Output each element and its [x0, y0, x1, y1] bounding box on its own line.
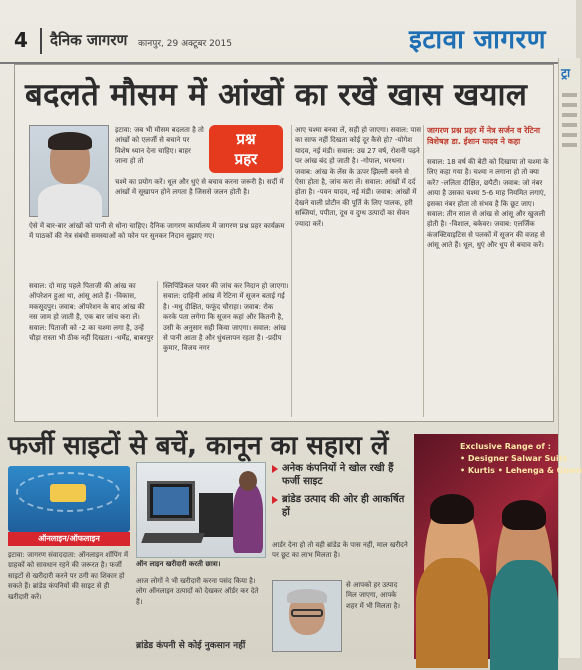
- badge-line-2: प्रहर: [234, 150, 258, 168]
- expert-quote-heading: जागरण प्रश्न प्रहर में नेत्र सर्जन व रेटिना विशेषज्ञ डा. ईशान यादव ने कहा: [427, 126, 541, 146]
- second-article-paragraph-3: आर्डर देना हो तो वही ब्रांडेड के पास नहीं, माल खरीदने पर छूट का लाभ मिलता है।: [272, 541, 408, 560]
- masthead-separator: [40, 28, 42, 54]
- ad-line-3: • Kurtis • Lehenga & Gown: [460, 466, 582, 475]
- subheading-list: [272, 462, 412, 542]
- student-head: [239, 471, 257, 491]
- bottom-subheading: ब्रांडेड कंपनी से कोई नुकसान नहीं: [136, 641, 246, 651]
- edge-text-line: [562, 113, 577, 117]
- ad-model-2: [496, 504, 552, 664]
- qa-column-4: [427, 157, 551, 419]
- intro-paragraph: चश्मे का प्रयोग करें। धूल और धुएं से बचाव करना जरूरी है। सर्दी में आंखों में सूखापन होने लगता है जिससे जलन होती है।: [115, 178, 284, 197]
- edge-text-line: [562, 123, 577, 127]
- second-article-text-3: [272, 540, 408, 580]
- photo-shirt: [38, 184, 102, 224]
- photo-caption: ऑन लाइन खरीदारी करती छात्रा।: [136, 560, 221, 568]
- illustration-caption: ऑनलाइन/ऑफलाइन: [8, 532, 130, 546]
- prashna-prahar-badge: [209, 125, 283, 173]
- model-hair: [430, 494, 474, 524]
- qa-column-3: [295, 125, 421, 419]
- cpu-tower: [199, 493, 233, 537]
- model-outfit: [416, 558, 488, 668]
- badge-line-1: प्रश्न: [236, 130, 256, 148]
- intro-wide-paragraph: ऐसे में बार-बार आंखों को पानी से धोना चाहिए। दैनिक जागरण कार्यालय में जागरण प्रश्न प्रहर कार्यक्रम में पाठकों की नेत्र संबंधी समस्याओं को फोन पर सुनकर निदान सुझाए गए।: [29, 222, 285, 241]
- shopping-photo: [136, 462, 266, 558]
- model-outfit: [490, 560, 558, 670]
- subheading-item: ब्रांडेड उत्पाद की ओर ही आकर्षित हों: [272, 493, 412, 519]
- second-article-text-4: [346, 580, 408, 654]
- main-article: [14, 64, 554, 422]
- intro-wide-text: [29, 221, 285, 279]
- intro-top-paragraph: इटावा: जब भी मौसम बदलता है तो आंखों को एलर्जी से बचाने पर विशेष ध्यान देना चाहिए। बाहर जाना हो तो: [115, 126, 204, 166]
- expert-hair: [287, 589, 327, 603]
- qa-column-2-text: स्लिपिंडिकल पावर की जांच कर निदान हो जाएगा। सवाल: दाहिनी आंख में रेटिना में सूजन बताई गई है। -मधु दीक्षित, फफूंद चौराहा। जवाब: रोक करके पता लगेगा कि सूजन कहां और कितनी है, उसी के अनुसार सही किया जाएगा। सवाल: आंख से पानी आता है और धुंधलापन रहता है। -प्रदीप कुमार, विजय नगर: [163, 282, 289, 353]
- dateline: कानपुर, 29 अक्टूबर 2015: [138, 39, 232, 49]
- ad-line-1: Exclusive Range of :: [460, 442, 551, 451]
- main-headline: बदलते मौसम में आंखों का रखें खास खयाल: [25, 77, 528, 113]
- edge-text-line: [562, 143, 577, 147]
- edge-text-line: [562, 103, 577, 107]
- page-number: 4: [14, 28, 28, 52]
- subheading-item: अनेक कंपनियों ने खोल रखी हैं फर्जी साइट: [272, 462, 412, 488]
- adjacent-page-edge: [558, 58, 580, 658]
- second-article-paragraph-4: से आपको हर उत्पाद मिल जाएगा, आपके शहर में भी मिलता है।: [346, 581, 401, 610]
- keyboard: [141, 533, 205, 543]
- edge-text-line: [562, 133, 577, 137]
- qa-column-1-text: सवाल: दो माह पहले पिताजी की आंख का ऑपरेशन हुआ था, आंसू आते हैं। -विकास, मकसूदपुर। जवाब: ऑपरेशन के बाद आंख की नस जाम हो जाती है, एक बार जांच करा लें। सवाल: पिताजी को -2 का चश्मा लगा है, उन्हें चौड़ा रास्ता भी ठीक नहीं दिखता। -धर्मेंद्र, बाबरपुर: [29, 282, 154, 343]
- photo-hair: [48, 132, 92, 150]
- second-headline: फर्जी साइटों से बचें, कानून का सहारा लें: [8, 431, 389, 461]
- second-article-text-2: [136, 576, 266, 632]
- masthead: [0, 20, 560, 64]
- eyeglasses-icon: [291, 609, 323, 617]
- fashion-advertisement: [414, 434, 582, 659]
- qa-column-4-text: सवाल: 18 वर्ष की बेटी को दिखाया तो चश्मा के लिए कहा गया है। चश्मा न लगाना हो तो क्या करें? -ललिता दीक्षित, छपैटी। जवाब: जो नंबर आया है उसका चश्मा 5-6 माह नियमित लगाएं, इसका नंबर होता तो संभव है कि छूट जाए। सवाल: तीन साल से आंख से आंसू और खुजली होती है। -विशाल, बकेवर। जवाब: एलर्जिक कंजक्टिवाइटिस से पलकों में सूजन की वजह से आंसू आते हैं। धूल, धुएं और धूप से बचाव करें।: [427, 158, 549, 250]
- second-article-text-1: [8, 550, 132, 650]
- online-illustration: [8, 466, 130, 532]
- intro-text-top: [115, 125, 205, 177]
- paper-name: दैनिक जागरण: [50, 31, 128, 49]
- ad-model-1: [424, 498, 480, 658]
- qa-column-3-text: आए चश्मा बनवा लें, सही हो जाएगा। सवाल: पास का साफ नहीं दिखता कोई दूर कैसे हो? -योगेश यादव, नई मंडी। सवाल: उम्र 27 वर्ष, रोशनी पढ़ने पर आंख बंद हो जाती है। -गोपाल, भरथना। जवाब: आंख के लेंस के ऊपर झिल्ली बनने से ऐसा होता है, जांच करा लें। सवाल: आंखों में दर्द होता है। -पवन यादव, नई मंडी। जवाब: आंखों में देखने वाली प्रोटीन की पूर्ति के लिए पालक, हरी सब्जियां, पपीता, दूध व दुग्ध उत्पादों का सेवन ज्यादा करें।: [295, 126, 421, 228]
- second-article-paragraph-2: आज लोगों ने भी खरीदारी करना पसंद किया है। लोग ऑनलाइन उत्पादों को देखकर ऑर्डर कर देते हैं।: [136, 577, 259, 606]
- model-hair: [502, 500, 546, 530]
- author-photo: [29, 125, 109, 217]
- shopping-logo-icon: [50, 484, 86, 502]
- monitor-icon: [147, 481, 195, 521]
- student-figure: [233, 483, 263, 553]
- edition-brand: इटावा जागरण: [409, 25, 546, 55]
- edge-heading: ट्रा: [561, 66, 571, 80]
- column-divider: [423, 125, 424, 417]
- edge-text-line: [562, 93, 577, 97]
- qa-column-1: [29, 281, 155, 419]
- column-divider: [291, 125, 292, 417]
- column-divider: [157, 281, 158, 417]
- qa-column-2: [163, 281, 289, 419]
- second-article-paragraph-1: इटावा: जागरण संवाददाता: ऑनलाइन शॉपिंग में ग्राहकों को सावधान रहने की जरूरत है। फर्जी साइटों से खरीदारी करने पर ठगी का शिकार हो सकते हैं। ब्रांडेड कंपनियों की साइट से ही खरीदारी करें।: [8, 551, 129, 601]
- ad-line-2: • Designer Salwar Suits: [460, 454, 568, 463]
- monitor-screen: [153, 487, 189, 515]
